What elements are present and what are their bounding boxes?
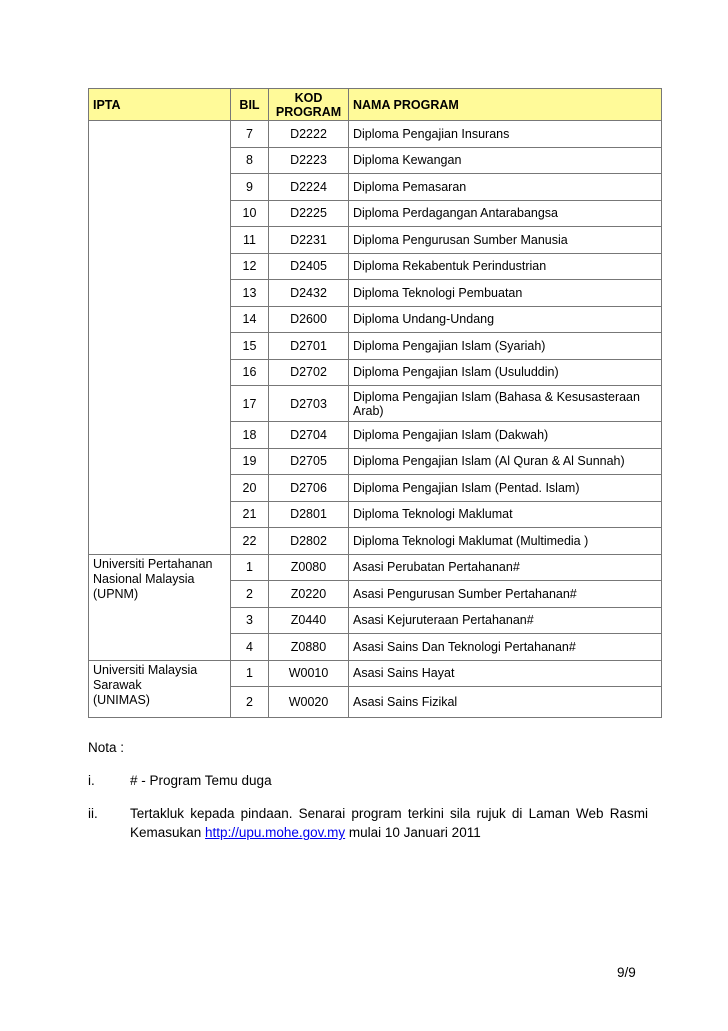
table-row — [89, 554, 662, 581]
nama-program-cell: Diploma Undang-Undang — [349, 306, 662, 333]
notes-section — [88, 738, 648, 842]
nama-program-cell: Asasi Sains Dan Teknologi Pertahanan# — [349, 634, 662, 661]
notes-title: Nota : — [88, 740, 125, 755]
kod-program-cell: D2223 — [269, 147, 349, 174]
bil-cell: 10 — [231, 200, 269, 227]
ipta-cell — [89, 660, 231, 718]
kod-program-cell: D2701 — [269, 333, 349, 360]
kod-program-cell: Z0880 — [269, 634, 349, 661]
ipta-cell — [89, 121, 231, 555]
table-body — [89, 121, 662, 718]
ipta-cell — [89, 554, 231, 660]
kod-program-cell: D2222 — [269, 121, 349, 148]
bil-cell: 8 — [231, 147, 269, 174]
nama-program-cell: Diploma Perdagangan Antarabangsa — [349, 200, 662, 227]
bil-cell: 3 — [231, 607, 269, 634]
nama-program-cell: Diploma Pengajian Islam (Dakwah) — [349, 422, 662, 449]
kod-program-cell: D2405 — [269, 253, 349, 280]
page-number: 9/9 — [617, 965, 636, 980]
ipta-name-line: Universiti Pertahanan — [93, 556, 213, 571]
program-table — [88, 88, 662, 718]
nama-program-cell: Diploma Teknologi Maklumat (Multimedia ) — [349, 528, 662, 555]
header-kod-line1: KOD — [294, 90, 323, 105]
kod-program-cell: D2706 — [269, 475, 349, 502]
kod-program-cell: D2600 — [269, 306, 349, 333]
nama-program-cell: Diploma Pengajian Islam (Syariah) — [349, 333, 662, 360]
bil-cell: 15 — [231, 333, 269, 360]
bil-cell: 4 — [231, 634, 269, 661]
nama-program-cell: Diploma Pengajian Islam (Bahasa & Kesusasteraan Arab) — [349, 386, 662, 422]
nama-program-cell: Diploma Pengajian Insurans — [349, 121, 662, 148]
ipta-name-line: (UNIMAS) — [93, 692, 150, 707]
ipta-name-line: Universiti Malaysia — [93, 662, 198, 677]
note-number: i. — [88, 773, 95, 788]
header-ipta: IPTA — [89, 89, 231, 121]
bil-cell: 20 — [231, 475, 269, 502]
nama-program-cell: Diploma Pengajian Islam (Usuluddin) — [349, 359, 662, 386]
bil-cell: 1 — [231, 660, 269, 687]
kod-program-cell: D2703 — [269, 386, 349, 422]
nama-program-cell: Diploma Kewangan — [349, 147, 662, 174]
bil-cell: 2 — [231, 687, 269, 718]
kod-program-cell: D2224 — [269, 174, 349, 201]
bil-cell: 12 — [231, 253, 269, 280]
table-row — [89, 121, 662, 148]
bil-cell: 19 — [231, 448, 269, 475]
bil-cell: 18 — [231, 422, 269, 449]
upu-link[interactable]: http://upu.mohe.gov.my — [205, 825, 346, 840]
nama-program-cell: Diploma Pengurusan Sumber Manusia — [349, 227, 662, 254]
note-item — [88, 771, 648, 790]
nama-program-cell: Asasi Sains Hayat — [349, 660, 662, 687]
nama-program-cell: Asasi Kejuruteraan Pertahanan# — [349, 607, 662, 634]
kod-program-cell: W0010 — [269, 660, 349, 687]
kod-program-cell: D2225 — [269, 200, 349, 227]
bil-cell: 14 — [231, 306, 269, 333]
nama-program-cell: Diploma Pengajian Islam (Pentad. Islam) — [349, 475, 662, 502]
nama-program-cell: Asasi Perubatan Pertahanan# — [349, 554, 662, 581]
kod-program-cell: Z0220 — [269, 581, 349, 608]
nama-program-cell: Asasi Sains Fizikal — [349, 687, 662, 718]
table-row — [89, 660, 662, 687]
bil-cell: 9 — [231, 174, 269, 201]
ipta-name-line: Nasional Malaysia — [93, 571, 195, 586]
bil-cell: 13 — [231, 280, 269, 307]
bil-cell: 17 — [231, 386, 269, 422]
header-bil: BIL — [231, 89, 269, 121]
bil-cell: 7 — [231, 121, 269, 148]
kod-program-cell: Z0080 — [269, 554, 349, 581]
nama-program-cell: Diploma Rekabentuk Perindustrian — [349, 253, 662, 280]
bil-cell: 2 — [231, 581, 269, 608]
ipta-name-line: (UPNM) — [93, 586, 139, 601]
table-header-row — [89, 89, 662, 121]
nama-program-cell: Diploma Pengajian Islam (Al Quran & Al Sunnah) — [349, 448, 662, 475]
header-kod-program — [269, 89, 349, 121]
header-nama-program: NAMA PROGRAM — [349, 89, 662, 121]
nama-program-cell: Diploma Teknologi Pembuatan — [349, 280, 662, 307]
note-text-before: Tertakluk kepada pindaan. Senarai program terkini sila rujuk di Laman Web Rasmi Kemasukan — [130, 806, 648, 840]
note-text: # - Program Temu duga — [130, 773, 272, 788]
kod-program-cell: D2702 — [269, 359, 349, 386]
nama-program-cell: Diploma Teknologi Maklumat — [349, 501, 662, 528]
ipta-name-line: Sarawak — [93, 677, 142, 692]
bil-cell: 1 — [231, 554, 269, 581]
kod-program-cell: Z0440 — [269, 607, 349, 634]
header-kod-line2: PROGRAM — [275, 104, 342, 119]
nama-program-cell: Asasi Pengurusan Sumber Pertahanan# — [349, 581, 662, 608]
bil-cell: 21 — [231, 501, 269, 528]
nama-program-cell: Diploma Pemasaran — [349, 174, 662, 201]
note-number: ii. — [88, 806, 98, 821]
bil-cell: 11 — [231, 227, 269, 254]
kod-program-cell: D2802 — [269, 528, 349, 555]
kod-program-cell: D2231 — [269, 227, 349, 254]
kod-program-cell: D2801 — [269, 501, 349, 528]
kod-program-cell: D2705 — [269, 448, 349, 475]
kod-program-cell: D2432 — [269, 280, 349, 307]
kod-program-cell: W0020 — [269, 687, 349, 718]
bil-cell: 16 — [231, 359, 269, 386]
note-item — [88, 804, 648, 842]
kod-program-cell: D2704 — [269, 422, 349, 449]
note-text-after: mulai 10 Januari 2011 — [345, 825, 481, 840]
bil-cell: 22 — [231, 528, 269, 555]
